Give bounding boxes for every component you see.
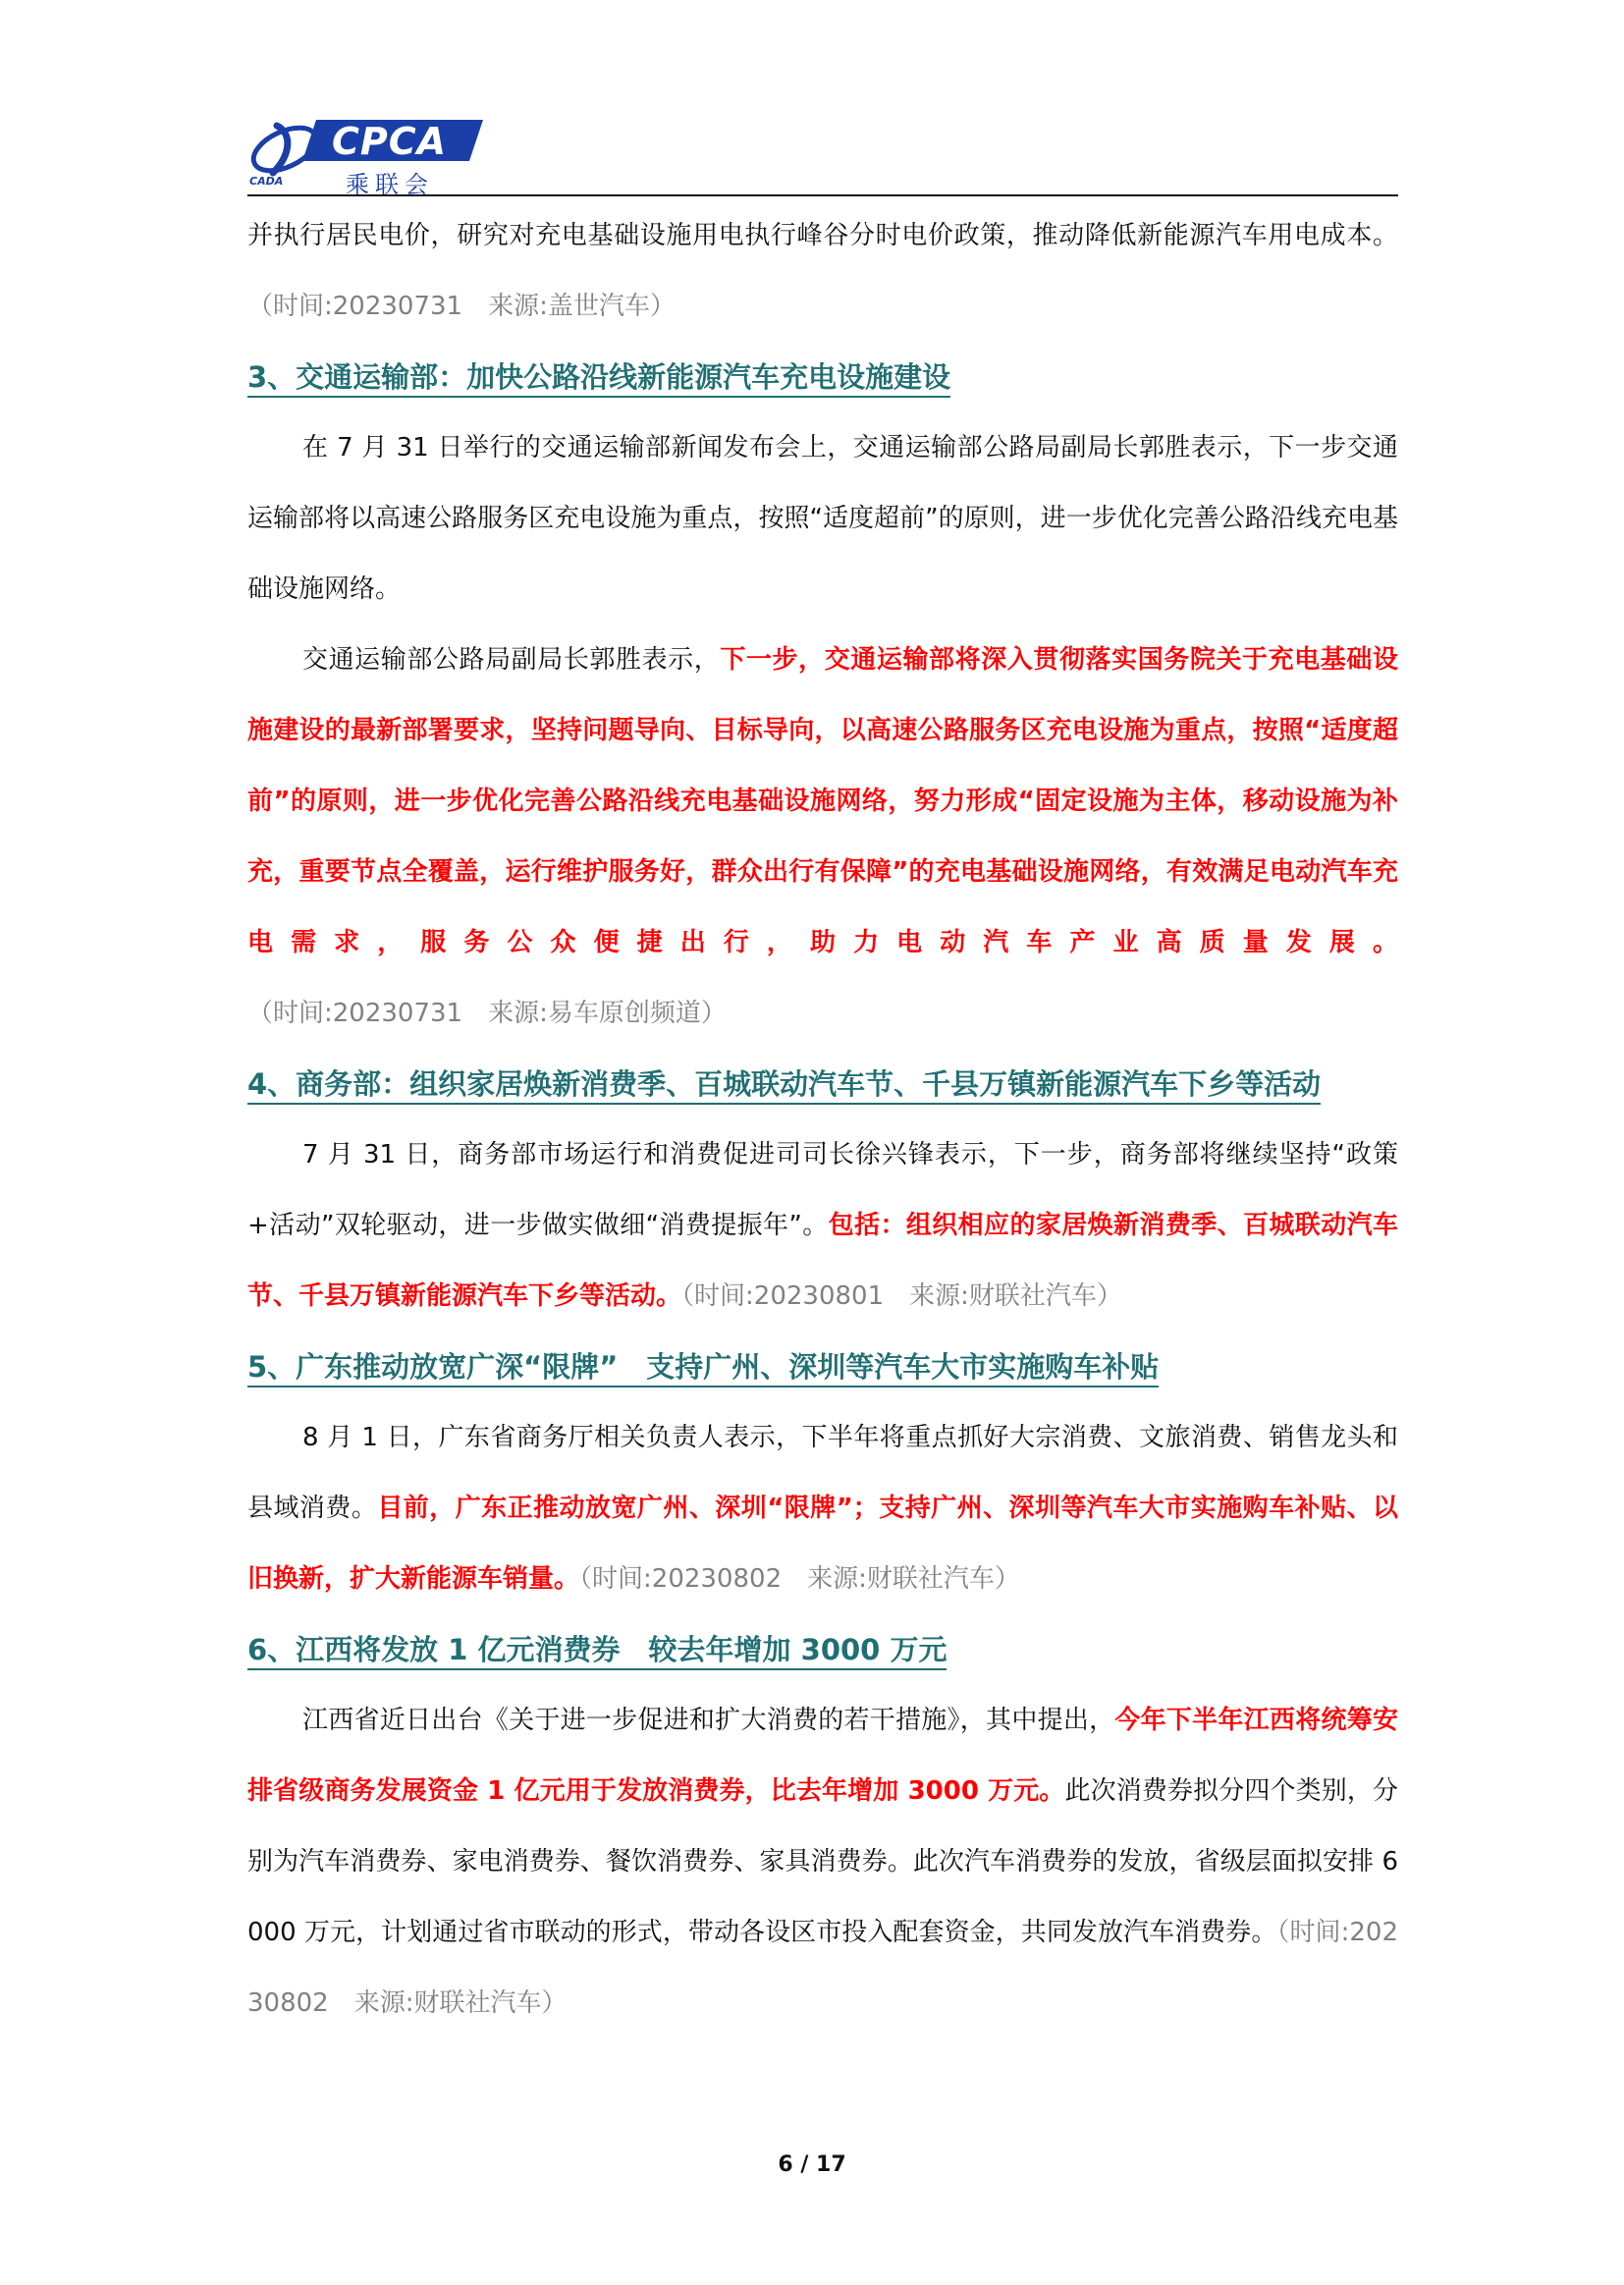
highlight-text: 今年下半年江西将统筹安排省级商务发展资金 1 亿元用于发放消费券，比去年增加 3000 万元。 — [247, 1706, 1398, 1806]
paragraph-lead: 江西省近日出台《关于进一步促进和扩大消费的若干措施》，其中提出， — [302, 1706, 1115, 1735]
paragraph-3a — [247, 412, 1398, 625]
source-note: （时间:20230731 来源:盖世汽车） — [247, 292, 676, 321]
document-body — [247, 200, 1398, 2039]
paragraph-continued — [247, 200, 1398, 342]
paragraph-tail: 此次消费券拟分四个类别，分别为汽车消费券、家电消费券、餐饮消费券、家具消费券。此次汽车消费券的发放，省级层面拟安排 6000 万元，计划通过省市联动的形式，带动各设区市投入配套资金，共同发放汽车消费券。 — [247, 1776, 1398, 1947]
heading-text: 5、广东推动放宽广深“限牌” 支持广州、深圳等汽车大市实施购车补贴 — [247, 1350, 1159, 1387]
heading-text: 4、商务部：组织家居焕新消费季、百城联动汽车节、千县万镇新能源汽车下乡等活动 — [247, 1067, 1321, 1105]
paragraph-4 — [247, 1119, 1398, 1332]
paragraph-5 — [247, 1402, 1398, 1614]
section-heading-4 — [247, 1049, 1398, 1119]
paragraph-lead: 交通运输部公路局副局长郭胜表示， — [302, 645, 721, 675]
logo-cn-text: 乘联会 — [346, 171, 434, 198]
header-rule — [247, 194, 1398, 196]
source-note: （时间:20230802 来源:财联社汽车） — [247, 1918, 1398, 2018]
source-note: （时间:20230802 来源:财联社汽车） — [579, 1564, 1020, 1594]
paragraph-3b — [247, 625, 1398, 1049]
source-note: （时间:20230731 来源:易车原创频道） — [247, 999, 727, 1028]
paragraph-text: 并执行居民电价，研究对充电基础设施用电执行峰谷分时电价政策，推动降低新能源汽车用电成本。 — [247, 221, 1398, 250]
page-number: 6 / 17 — [778, 2152, 846, 2177]
paragraph-text: 在 7 月 31 日举行的交通运输部新闻发布会上，交通运输部公路局副局长郭胜表示，下一步交通运输部将以高速公路服务区充电设施为重点，按照“适度超前”的原则，进一步优化完善公路沿线充电基础设施网络。 — [247, 433, 1398, 604]
paragraph-lead: 8 月 1 日，广东省商务厅相关负责人表示，下半年将重点抓好大宗消费、文旅消费、销售龙头和县域消费。 — [247, 1423, 1398, 1523]
source-note: （时间:20230801 来源:财联社汽车） — [681, 1281, 1122, 1311]
highlight-text: 下一步，交通运输部将深入贯彻落实国务院关于充电基础设施建设的最新部署要求，坚持问题导向、目标导向，以高速公路服务区充电设施为重点，按照“适度超前”的原则，进一步优化完善公路沿线充电基础设施网络，努力形成“固定设施为主体，移动设施为补充，重要节点全覆盖，运行维护服务好，群众出行有保障”的充电基础设施网络，有效满足电动汽车充电需求，服务公众便捷出行，助力电动汽车产业高质量发展。 — [247, 645, 1398, 957]
paragraph-6 — [247, 1685, 1398, 2039]
highlight-text: 包括：组织相应的家居焕新消费季、百城联动汽车节、千县万镇新能源汽车下乡等活动。 — [247, 1211, 1398, 1311]
heading-text: 6、江西将发放 1 亿元消费券 较去年增加 3000 万元 — [247, 1633, 947, 1670]
logo-small-text: CADA — [249, 175, 284, 188]
paragraph-lead: 7 月 31 日，商务部市场运行和消费促进司司长徐兴锋表示，下一步，商务部将继续坚持“政策+活动”双轮驱动，进一步做实做细“消费提振年”。 — [247, 1140, 1398, 1240]
highlight-text: 目前，广东正推动放宽广州、深圳“限牌”；支持广州、深圳等汽车大市实施购车补贴、以旧换新，扩大新能源车销量。 — [247, 1494, 1398, 1594]
section-heading-5 — [247, 1332, 1398, 1402]
section-heading-6 — [247, 1614, 1398, 1685]
heading-text: 3、交通运输部：加快公路沿线新能源汽车充电设施建设 — [247, 360, 950, 398]
logo-en-text: CPCA — [332, 120, 448, 163]
section-heading-3 — [247, 342, 1398, 412]
page-header — [247, 116, 1396, 196]
